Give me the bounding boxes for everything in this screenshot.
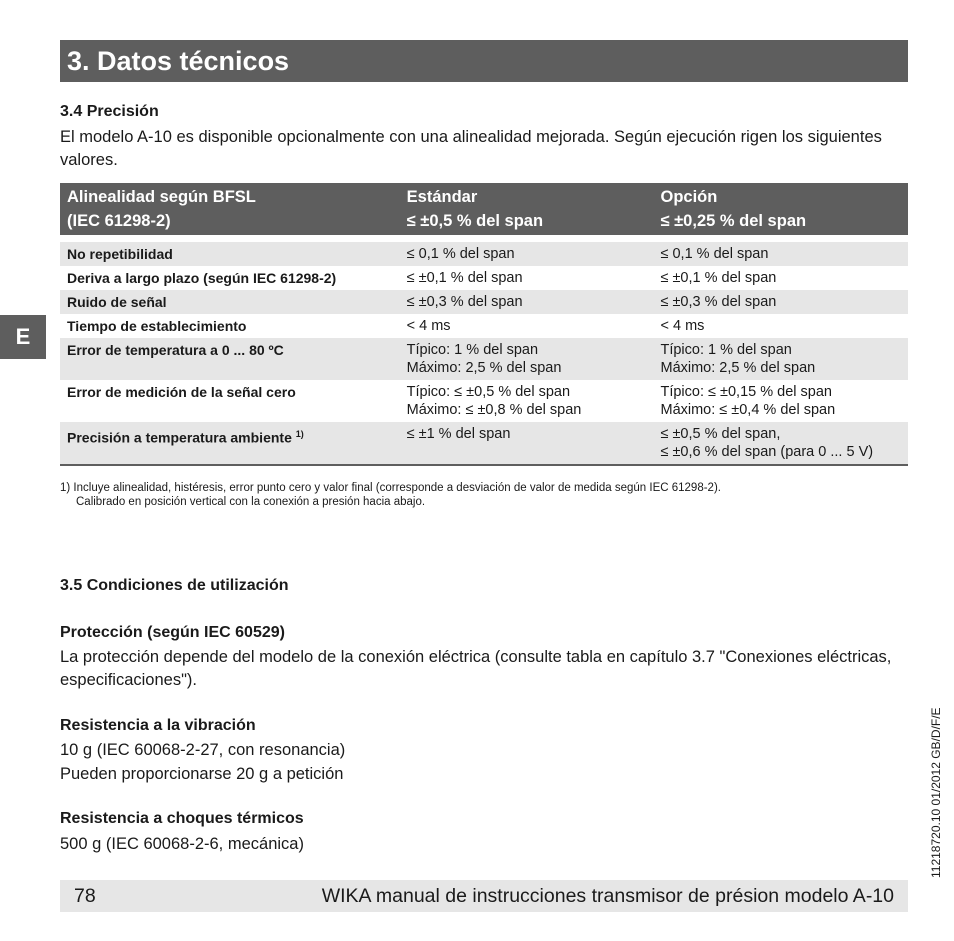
row-label: Deriva a largo plazo (según IEC 61298-2): [67, 270, 337, 286]
table-row: [60, 422, 908, 465]
precision-intro: El modelo A-10 es disponible opcionalmente con una alinealidad mejorada. Según ejecución rigen los siguientes valores.: [60, 128, 882, 169]
standard-cell: [400, 338, 654, 380]
header-line: Estándar: [406, 188, 478, 206]
row-label: No repetibilidad: [60, 242, 400, 266]
shock-heading: Resistencia a choques térmicos: [60, 810, 304, 827]
cell-line: ≤ ±0,1 % del span: [406, 270, 523, 286]
table-footnote: [60, 481, 910, 509]
cell-line: ≤ 0,1 % del span: [660, 246, 769, 262]
vibration-line: 10 g (IEC 60068-2-27, con resonancia): [60, 741, 346, 759]
table-row: [60, 314, 908, 338]
footnote-line: 1) Incluye alinealidad, histéresis, error punto cero y valor final (corresponde a desviación de valor de medida según IEC 61298-2).: [60, 482, 721, 494]
option-cell: [653, 266, 908, 290]
footnote-line: Calibrado en posición vertical con la conexión a presión hacia abajo.: [76, 496, 426, 508]
table-row: [60, 380, 908, 422]
header-cell-characteristic: [60, 183, 400, 235]
cell-line: Máximo: 2,5 % del span: [660, 360, 816, 376]
precision-table: [60, 183, 908, 466]
table-row: [60, 290, 908, 314]
header-line: Alinealidad según BFSL: [67, 188, 256, 206]
cell-line: Máximo: ≤ ±0,4 % del span: [660, 402, 836, 418]
row-label: Tiempo de establecimiento: [67, 318, 247, 334]
standard-cell: [400, 422, 654, 465]
page-footer: [60, 880, 908, 912]
table-header-row: [60, 183, 908, 235]
row-label: Ruido de señal: [60, 290, 400, 314]
header-line: (IEC 61298-2): [67, 212, 171, 230]
cell-line: Máximo: 2,5 % del span: [406, 360, 562, 376]
page-title: 3. Datos técnicos: [60, 40, 908, 82]
cell-line: < 4 ms: [660, 318, 705, 334]
vibration-line: Pueden proporcionarse 20 g a petición: [60, 765, 344, 783]
vibration-heading: Resistencia a la vibración: [60, 717, 256, 734]
row-label-text: Precisión a temperatura ambiente: [67, 429, 292, 446]
cell-line: ≤ ±1 % del span: [406, 426, 511, 442]
cell-line: ≤ ±0,6 % del span (para 0 ... 5 V): [660, 444, 874, 460]
protection-text: La protección depende del modelo de la conexión eléctrica (consulte tabla en capítulo 3.7 "Conexiones eléctricas, especificaciones").: [60, 648, 892, 689]
header-cell-standard: [400, 183, 654, 235]
footer-title: WIKA manual de instrucciones transmisor de présion modelo A-10: [321, 885, 894, 907]
cell-line: < 4 ms: [406, 318, 451, 334]
page-number: 78: [74, 885, 96, 907]
table-row: [60, 242, 908, 266]
header-line: Opción: [660, 188, 718, 206]
option-cell: [653, 314, 908, 338]
header-line: ≤ ±0,5 % del span: [406, 212, 544, 230]
cell-line: Máximo: ≤ ±0,8 % del span: [406, 402, 582, 418]
option-cell: [653, 242, 908, 266]
standard-cell: [400, 380, 654, 422]
cell-line: ≤ ±0,5 % del span,: [660, 426, 781, 442]
shock-line: 500 g (IEC 60068-2-6, mecánica): [60, 835, 304, 853]
standard-cell: [400, 290, 654, 314]
option-cell: [653, 422, 908, 465]
standard-cell: [400, 266, 654, 290]
option-cell: [653, 290, 908, 314]
footnote-marker: 1): [295, 429, 304, 439]
protection-heading: Protección (según IEC 60529): [60, 624, 285, 641]
precision-heading: 3.4 Precisión: [60, 103, 159, 120]
row-label: Error de temperatura a 0 ... 80 ºC: [60, 338, 400, 380]
standard-cell: [400, 314, 654, 338]
cell-line: ≤ ±0,1 % del span: [660, 270, 777, 286]
document-code: 11218720.10 01/2012 GB/D/F/E: [929, 707, 943, 878]
cell-line: Típico: ≤ ±0,5 % del span: [406, 384, 571, 400]
language-tab: E: [0, 315, 46, 359]
cell-line: ≤ ±0,3 % del span: [660, 294, 777, 310]
conditions-heading: 3.5 Condiciones de utilización: [60, 577, 289, 594]
table-row: [60, 338, 908, 380]
cell-line: Típico: 1 % del span: [660, 342, 792, 358]
table-row: [60, 266, 908, 290]
standard-cell: [400, 242, 654, 266]
cell-line: ≤ ±0,3 % del span: [406, 294, 523, 310]
cell-line: ≤ 0,1 % del span: [406, 246, 515, 262]
row-label: [60, 422, 400, 465]
cell-line: Típico: 1 % del span: [406, 342, 539, 358]
cell-line: Típico: ≤ ±0,15 % del span: [660, 384, 832, 400]
header-cell-option: [653, 183, 908, 235]
option-cell: [653, 338, 908, 380]
header-line: ≤ ±0,25 % del span: [660, 212, 807, 230]
row-label: Error de medición de la señal cero: [67, 384, 296, 400]
option-cell: [653, 380, 908, 422]
